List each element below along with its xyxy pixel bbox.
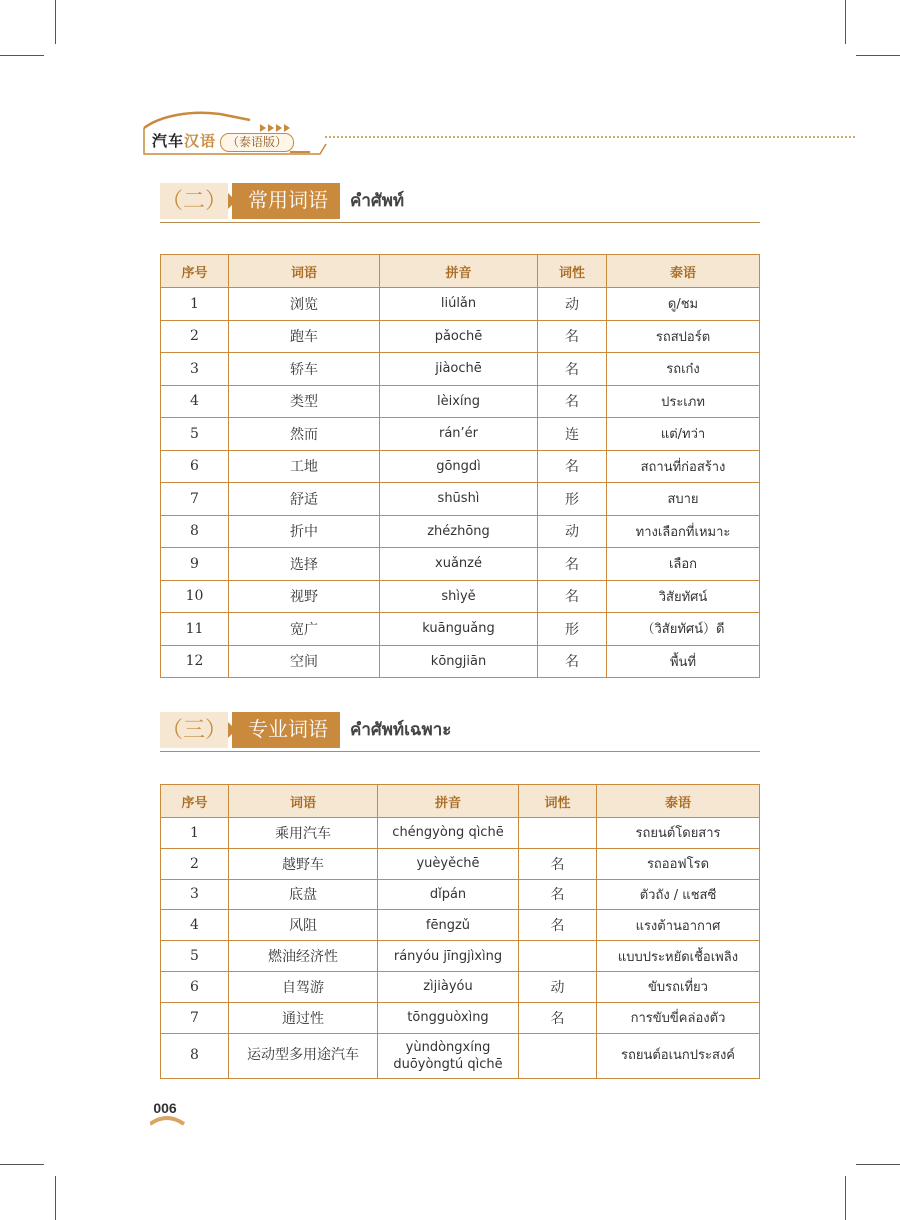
cell-pos (519, 818, 597, 849)
cell-seq: 2 (161, 848, 229, 879)
crop-mark (55, 0, 56, 44)
cell-word: 选择 (229, 548, 380, 581)
cell-seq: 8 (161, 1033, 229, 1078)
cell-seq: 5 (161, 418, 229, 451)
cell-pinyin: kōngjiān (380, 645, 538, 678)
col-header-word: 词语 (229, 785, 378, 818)
cell-pinyin: dǐpán (378, 879, 519, 910)
crop-mark (55, 1176, 56, 1220)
cell-pinyin: yuèyěchē (378, 848, 519, 879)
edition-badge: （泰语版） (220, 133, 294, 152)
col-header-thai: 泰语 (607, 255, 760, 288)
section-title: 专业词语 (232, 712, 340, 748)
cell-pos: 名 (538, 548, 607, 581)
cell-thai: แบบประหยัดเชื้อเพลิง (597, 941, 760, 972)
cell-word: 风阻 (229, 910, 378, 941)
page-number: 006 (150, 1100, 190, 1130)
col-header-seq: 序号 (161, 255, 229, 288)
cell-pinyin: shūshì (380, 483, 538, 516)
cell-pinyin: fēngzǔ (378, 910, 519, 941)
table-row (161, 353, 760, 386)
crop-mark (845, 1176, 846, 1220)
cell-pos: 名 (519, 1002, 597, 1033)
cell-seq: 8 (161, 515, 229, 548)
col-header-pos: 词性 (519, 785, 597, 818)
cell-pos: 名 (519, 879, 597, 910)
book-header (140, 108, 860, 160)
cell-word: 工地 (229, 450, 380, 483)
cell-pos: 名 (538, 645, 607, 678)
table-row (161, 613, 760, 646)
section-title: 常用词语 (232, 183, 340, 219)
cell-pos: 动 (538, 288, 607, 321)
cell-seq: 3 (161, 879, 229, 910)
section-underline (160, 222, 760, 223)
cell-thai: แรงต้านอากาศ (597, 910, 760, 941)
table-row (161, 515, 760, 548)
col-header-pinyin: 拼音 (380, 255, 538, 288)
cell-thai: สบาย (607, 483, 760, 516)
cell-word: 空间 (229, 645, 380, 678)
cell-word: 通过性 (229, 1002, 378, 1033)
col-header-seq: 序号 (161, 785, 229, 818)
col-header-pinyin: 拼音 (378, 785, 519, 818)
cell-seq: 5 (161, 941, 229, 972)
cell-thai: รถยนต์โดยสาร (597, 818, 760, 849)
cell-thai: รถสปอร์ต (607, 320, 760, 353)
cell-pinyin: shìyě (380, 580, 538, 613)
cell-word: 浏览 (229, 288, 380, 321)
table-header-row (161, 785, 760, 818)
cell-seq: 11 (161, 613, 229, 646)
cell-pos: 连 (538, 418, 607, 451)
cell-word: 宽广 (229, 613, 380, 646)
table-row (161, 879, 760, 910)
common-words-table (160, 254, 760, 678)
cell-pinyin: xuǎnzé (380, 548, 538, 581)
cell-pos: 名 (538, 580, 607, 613)
cell-seq: 2 (161, 320, 229, 353)
cell-pos: 名 (519, 910, 597, 941)
section-underline (160, 751, 760, 752)
table-row (161, 450, 760, 483)
cell-seq: 6 (161, 450, 229, 483)
cell-pos: 形 (538, 613, 607, 646)
header-dotted-rule (325, 136, 855, 138)
cell-word: 自驾游 (229, 971, 378, 1002)
table-row (161, 941, 760, 972)
table-row (161, 320, 760, 353)
table-row (161, 971, 760, 1002)
cell-word: 类型 (229, 385, 380, 418)
cell-thai: รถยนต์อเนกประสงค์ (597, 1033, 760, 1078)
cell-word: 舒适 (229, 483, 380, 516)
cell-pos (519, 941, 597, 972)
cell-word: 越野车 (229, 848, 378, 879)
cell-word: 视野 (229, 580, 380, 613)
table-row (161, 385, 760, 418)
cell-seq: 6 (161, 971, 229, 1002)
table-row (161, 910, 760, 941)
cell-pinyin: jiàochē (380, 353, 538, 386)
cell-seq: 10 (161, 580, 229, 613)
cell-pinyin: tōngguòxìng (378, 1002, 519, 1033)
cell-thai: พื้นที่ (607, 645, 760, 678)
crop-mark (845, 0, 846, 44)
cell-seq: 4 (161, 910, 229, 941)
cell-thai: ตัวถัง / แชสซี (597, 879, 760, 910)
table-header-row (161, 255, 760, 288)
table-row (161, 1033, 760, 1078)
cell-word: 然而 (229, 418, 380, 451)
cell-thai: เลือก (607, 548, 760, 581)
cell-pinyin: lèixíng (380, 385, 538, 418)
col-header-word: 词语 (229, 255, 380, 288)
cell-word: 底盘 (229, 879, 378, 910)
cell-thai: ขับรถเที่ยว (597, 971, 760, 1002)
cell-word: 折中 (229, 515, 380, 548)
cell-pos: 形 (538, 483, 607, 516)
cell-pinyin: kuānguǎng (380, 613, 538, 646)
cell-thai: รถเก๋ง (607, 353, 760, 386)
table-row (161, 418, 760, 451)
technical-words-table (160, 784, 760, 1079)
col-header-thai: 泰语 (597, 785, 760, 818)
cell-word: 运动型多用途汽车 (229, 1033, 378, 1078)
table-row (161, 580, 760, 613)
section-thai-title: คำศัพท์เฉพาะ (350, 720, 452, 739)
cell-thai: （วิสัยทัศน์）ดี (607, 613, 760, 646)
crop-mark (0, 1164, 44, 1165)
book-title: 汽车汉语 (152, 133, 217, 150)
table-row (161, 1002, 760, 1033)
cell-pos: 名 (519, 848, 597, 879)
cell-seq: 1 (161, 818, 229, 849)
cell-pinyin: rányóu jīngjìxìng (378, 941, 519, 972)
crop-mark (0, 55, 44, 56)
cell-pinyin: rán’ér (380, 418, 538, 451)
cell-pos: 动 (519, 971, 597, 1002)
cell-pos (519, 1033, 597, 1078)
cell-thai: ทางเลือกที่เหมาะ (607, 515, 760, 548)
cell-thai: รถออฟโรด (597, 848, 760, 879)
cell-pinyin: zìjiàyóu (378, 971, 519, 1002)
cell-pos: 动 (538, 515, 607, 548)
crop-mark (856, 1164, 900, 1165)
section-3-heading (160, 712, 760, 752)
table-row (161, 548, 760, 581)
cell-thai: วิสัยทัศน์ (607, 580, 760, 613)
cell-pinyin: yùndòngxíng duōyòngtú qìchē (378, 1033, 519, 1078)
crop-mark (856, 55, 900, 56)
cell-thai: ประเภท (607, 385, 760, 418)
cell-seq: 12 (161, 645, 229, 678)
cell-word: 轿车 (229, 353, 380, 386)
cell-pinyin: chéngyòng qìchē (378, 818, 519, 849)
cell-seq: 3 (161, 353, 229, 386)
cell-seq: 9 (161, 548, 229, 581)
col-header-pos: 词性 (538, 255, 607, 288)
cell-pinyin: liúlǎn (380, 288, 538, 321)
cell-thai: ดู/ชม (607, 288, 760, 321)
section-2-heading (160, 183, 760, 223)
table-row (161, 483, 760, 516)
table-row (161, 288, 760, 321)
cell-thai: การขับขี่คล่องตัว (597, 1002, 760, 1033)
table-row (161, 818, 760, 849)
cell-thai: สถานที่ก่อสร้าง (607, 450, 760, 483)
section-number: （三） (160, 712, 228, 748)
cell-seq: 1 (161, 288, 229, 321)
cell-pinyin: pǎochē (380, 320, 538, 353)
table-row (161, 645, 760, 678)
table-row (161, 848, 760, 879)
cell-word: 燃油经济性 (229, 941, 378, 972)
cell-seq: 7 (161, 483, 229, 516)
cell-word: 跑车 (229, 320, 380, 353)
cell-seq: 4 (161, 385, 229, 418)
cell-pos: 名 (538, 320, 607, 353)
cell-pinyin: zhézhōng (380, 515, 538, 548)
cell-pos: 名 (538, 385, 607, 418)
cell-word: 乘用汽车 (229, 818, 378, 849)
cell-seq: 7 (161, 1002, 229, 1033)
section-thai-title: คำศัพท์ (350, 191, 405, 210)
cell-pos: 名 (538, 353, 607, 386)
cell-pos: 名 (538, 450, 607, 483)
cell-thai: แต่/ทว่า (607, 418, 760, 451)
section-number: （二） (160, 183, 228, 219)
cell-pinyin: gōngdì (380, 450, 538, 483)
